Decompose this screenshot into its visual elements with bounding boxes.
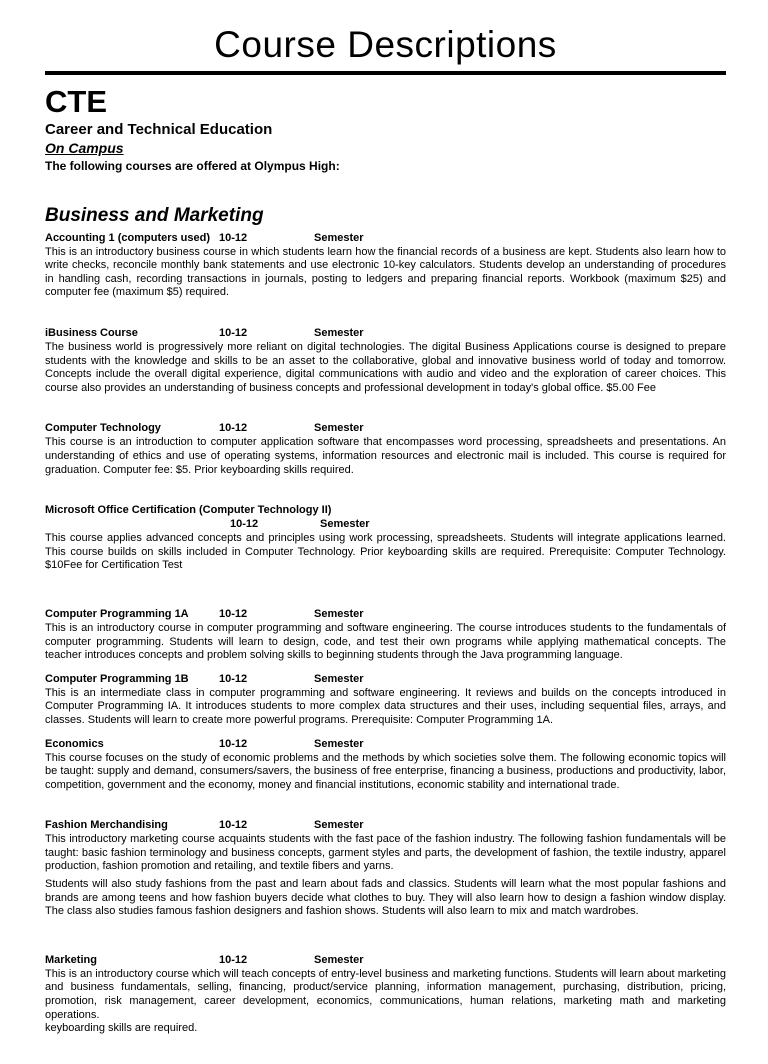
course-description: The business world is progressively more reliant on digital technologies. The digital Business Applications course is designed to prepare students with the knowledge and skills to be an asset to the collaborative, global and innovative business world of today and tomorrow. Concepts include the overall digital experience, digital communications with audio and video and the exploration of career choices. This course also provides an understanding of business concepts and professional development in today's global office. $5.00 Fee xyxy=(45,341,726,394)
course-name: iBusiness Course xyxy=(45,327,138,340)
course-name: Computer Programming 1A xyxy=(45,607,189,620)
course-grades: 10-12 xyxy=(219,607,248,620)
course-grades: 10-12 xyxy=(230,518,259,531)
course-description: This course applies advanced concepts and principles using work processing, spreadsheets. Students will integrate applications learned. This course builds on skills included in Computer Technology. Prior keyboarding skills are required. Prerequisite: Computer Technology. $10Fee for Certification Test xyxy=(45,532,726,572)
course-term: Semester xyxy=(320,518,370,531)
course-header xyxy=(45,818,726,832)
course-accounting-1 xyxy=(45,231,726,300)
course-header xyxy=(45,421,726,435)
course-name: Computer Technology xyxy=(45,422,161,435)
course-fashion-merchandising xyxy=(45,818,726,919)
course-name: Accounting 1 (computers used) xyxy=(45,231,211,244)
course-grades: 10-12 xyxy=(219,737,248,750)
course-computer-technology xyxy=(45,421,726,477)
course-header xyxy=(45,503,726,531)
course-computer-programming-1a xyxy=(45,607,726,663)
course-description: This course is an introduction to computer application software that encompasses word processing, spreadsheets and presentations. An understanding of ethics and use of operating systems, information resources and electronic mail is included. This course is required for graduation. Computer fee: $5. Prior keyboarding skills required. xyxy=(45,436,726,476)
course-header xyxy=(45,672,726,686)
course-header xyxy=(45,737,726,751)
course-name: Economics xyxy=(45,737,104,750)
course-grade-line xyxy=(45,517,726,531)
course-description: This is an introductory business course in which students learn how the financial records of a business are kept. Students also learn how to write checks, reconcile monthly bank statements and use electronic 10-key calculators. Students develop an understanding of procedures in handling cash, recording transactions in journals, posting to ledgers and preparing financial reports. Workbook (maximum $25) and computer fee (maximum $5) required. xyxy=(45,245,726,299)
course-name: Microsoft Office Certification (Computer Technology II) xyxy=(45,504,332,517)
course-term: Semester xyxy=(314,819,364,832)
course-grades: 10-12 xyxy=(219,953,248,966)
course-description: This course focuses on the study of economic problems and the methods by which societies solve them. The following economic topics will be taught: supply and demand, consumers/savers, the business of free enterprise, financing a business, productions and productivity, labor, competition, government and the economy, money and financial institutions, economic stability and international trade. xyxy=(45,751,726,791)
course-grades: 10-12 xyxy=(219,327,248,340)
course-description: Students will also study fashions from the past and learn about fads and classics. Students will learn what the most popular fashions and brands are among teens and how fashion buyers decide what clothes to buy. They will also learn how to design a fashion window display. The class also studies famous fashion designers and fashion shows. Students will also learn to mix and match wardrobes. xyxy=(45,878,726,918)
course-description: This is an intermediate class in computer programming and software engineering. It reviews and builds on the concepts introduced in Computer Programming IA. It introduces students to more complex data structures and their uses, including sequential files, arrays, and classes. Students will learn to create more powerful programs. Prerequisite: Computer Programming 1A. xyxy=(45,686,726,726)
title-rule xyxy=(45,71,726,75)
dept-full-name: Career and Technical Education xyxy=(45,120,273,138)
course-term: Semester xyxy=(314,737,364,750)
course-grades: 10-12 xyxy=(219,672,248,685)
course-grades: 10-12 xyxy=(219,231,248,244)
category-heading: Business and Marketing xyxy=(45,204,264,226)
offered-line: The following courses are offered at Olympus High: xyxy=(45,158,340,173)
course-term: Semester xyxy=(314,327,364,340)
course-name: Fashion Merchandising xyxy=(45,819,168,832)
course-description: This is an introductory course which will teach concepts of entry-level business and marketing functions. Students will learn about marketing and business fundamentals, selling, financing, product/service planning, information management, purchasing, distribution, pricing, promotion, risk management, career development, economics, communications, human relations, marketing math and marketing operations. xyxy=(45,967,726,1021)
course-grades: 10-12 xyxy=(219,819,248,832)
course-term: Semester xyxy=(314,422,364,435)
course-marketing xyxy=(45,953,726,1036)
page-title: Course Descriptions xyxy=(214,24,557,65)
course-term: Semester xyxy=(314,953,364,966)
course-header xyxy=(45,231,726,245)
location-heading: On Campus xyxy=(45,139,124,156)
dept-heading: CTE xyxy=(45,83,107,119)
course-header xyxy=(45,326,726,340)
course-grades: 10-12 xyxy=(219,422,248,435)
course-ibusiness xyxy=(45,326,726,395)
course-name: Marketing xyxy=(45,953,97,966)
course-microsoft-office-certification xyxy=(45,503,726,573)
course-name: Computer Programming 1B xyxy=(45,672,189,685)
course-term: Semester xyxy=(314,672,364,685)
course-computer-programming-1b xyxy=(45,672,726,728)
course-header xyxy=(45,607,726,621)
course-description: keyboarding skills are required. xyxy=(45,1022,198,1035)
course-header xyxy=(45,953,726,967)
course-term: Semester xyxy=(314,607,364,620)
course-description: This is an introductory course in computer programming and software engineering. The course introduces students to the fundamentals of computer programming. Students will learn to design, code, and test their own programs while applying mathematical concepts. The teacher introduces concepts and problem solving skills to beginning students through the Java programming language. xyxy=(45,621,726,662)
course-description: This introductory marketing course acquaints students with the fast pace of the fashion industry. The following fashion fundamentals will be taught: basic fashion terminology and business concepts, garment styles and parts, the development of fashion, the textile industry, apparel production, fashion promotion and retailing, and textile fibers and yarns. xyxy=(45,833,726,873)
course-economics xyxy=(45,737,726,793)
course-term: Semester xyxy=(314,231,364,244)
